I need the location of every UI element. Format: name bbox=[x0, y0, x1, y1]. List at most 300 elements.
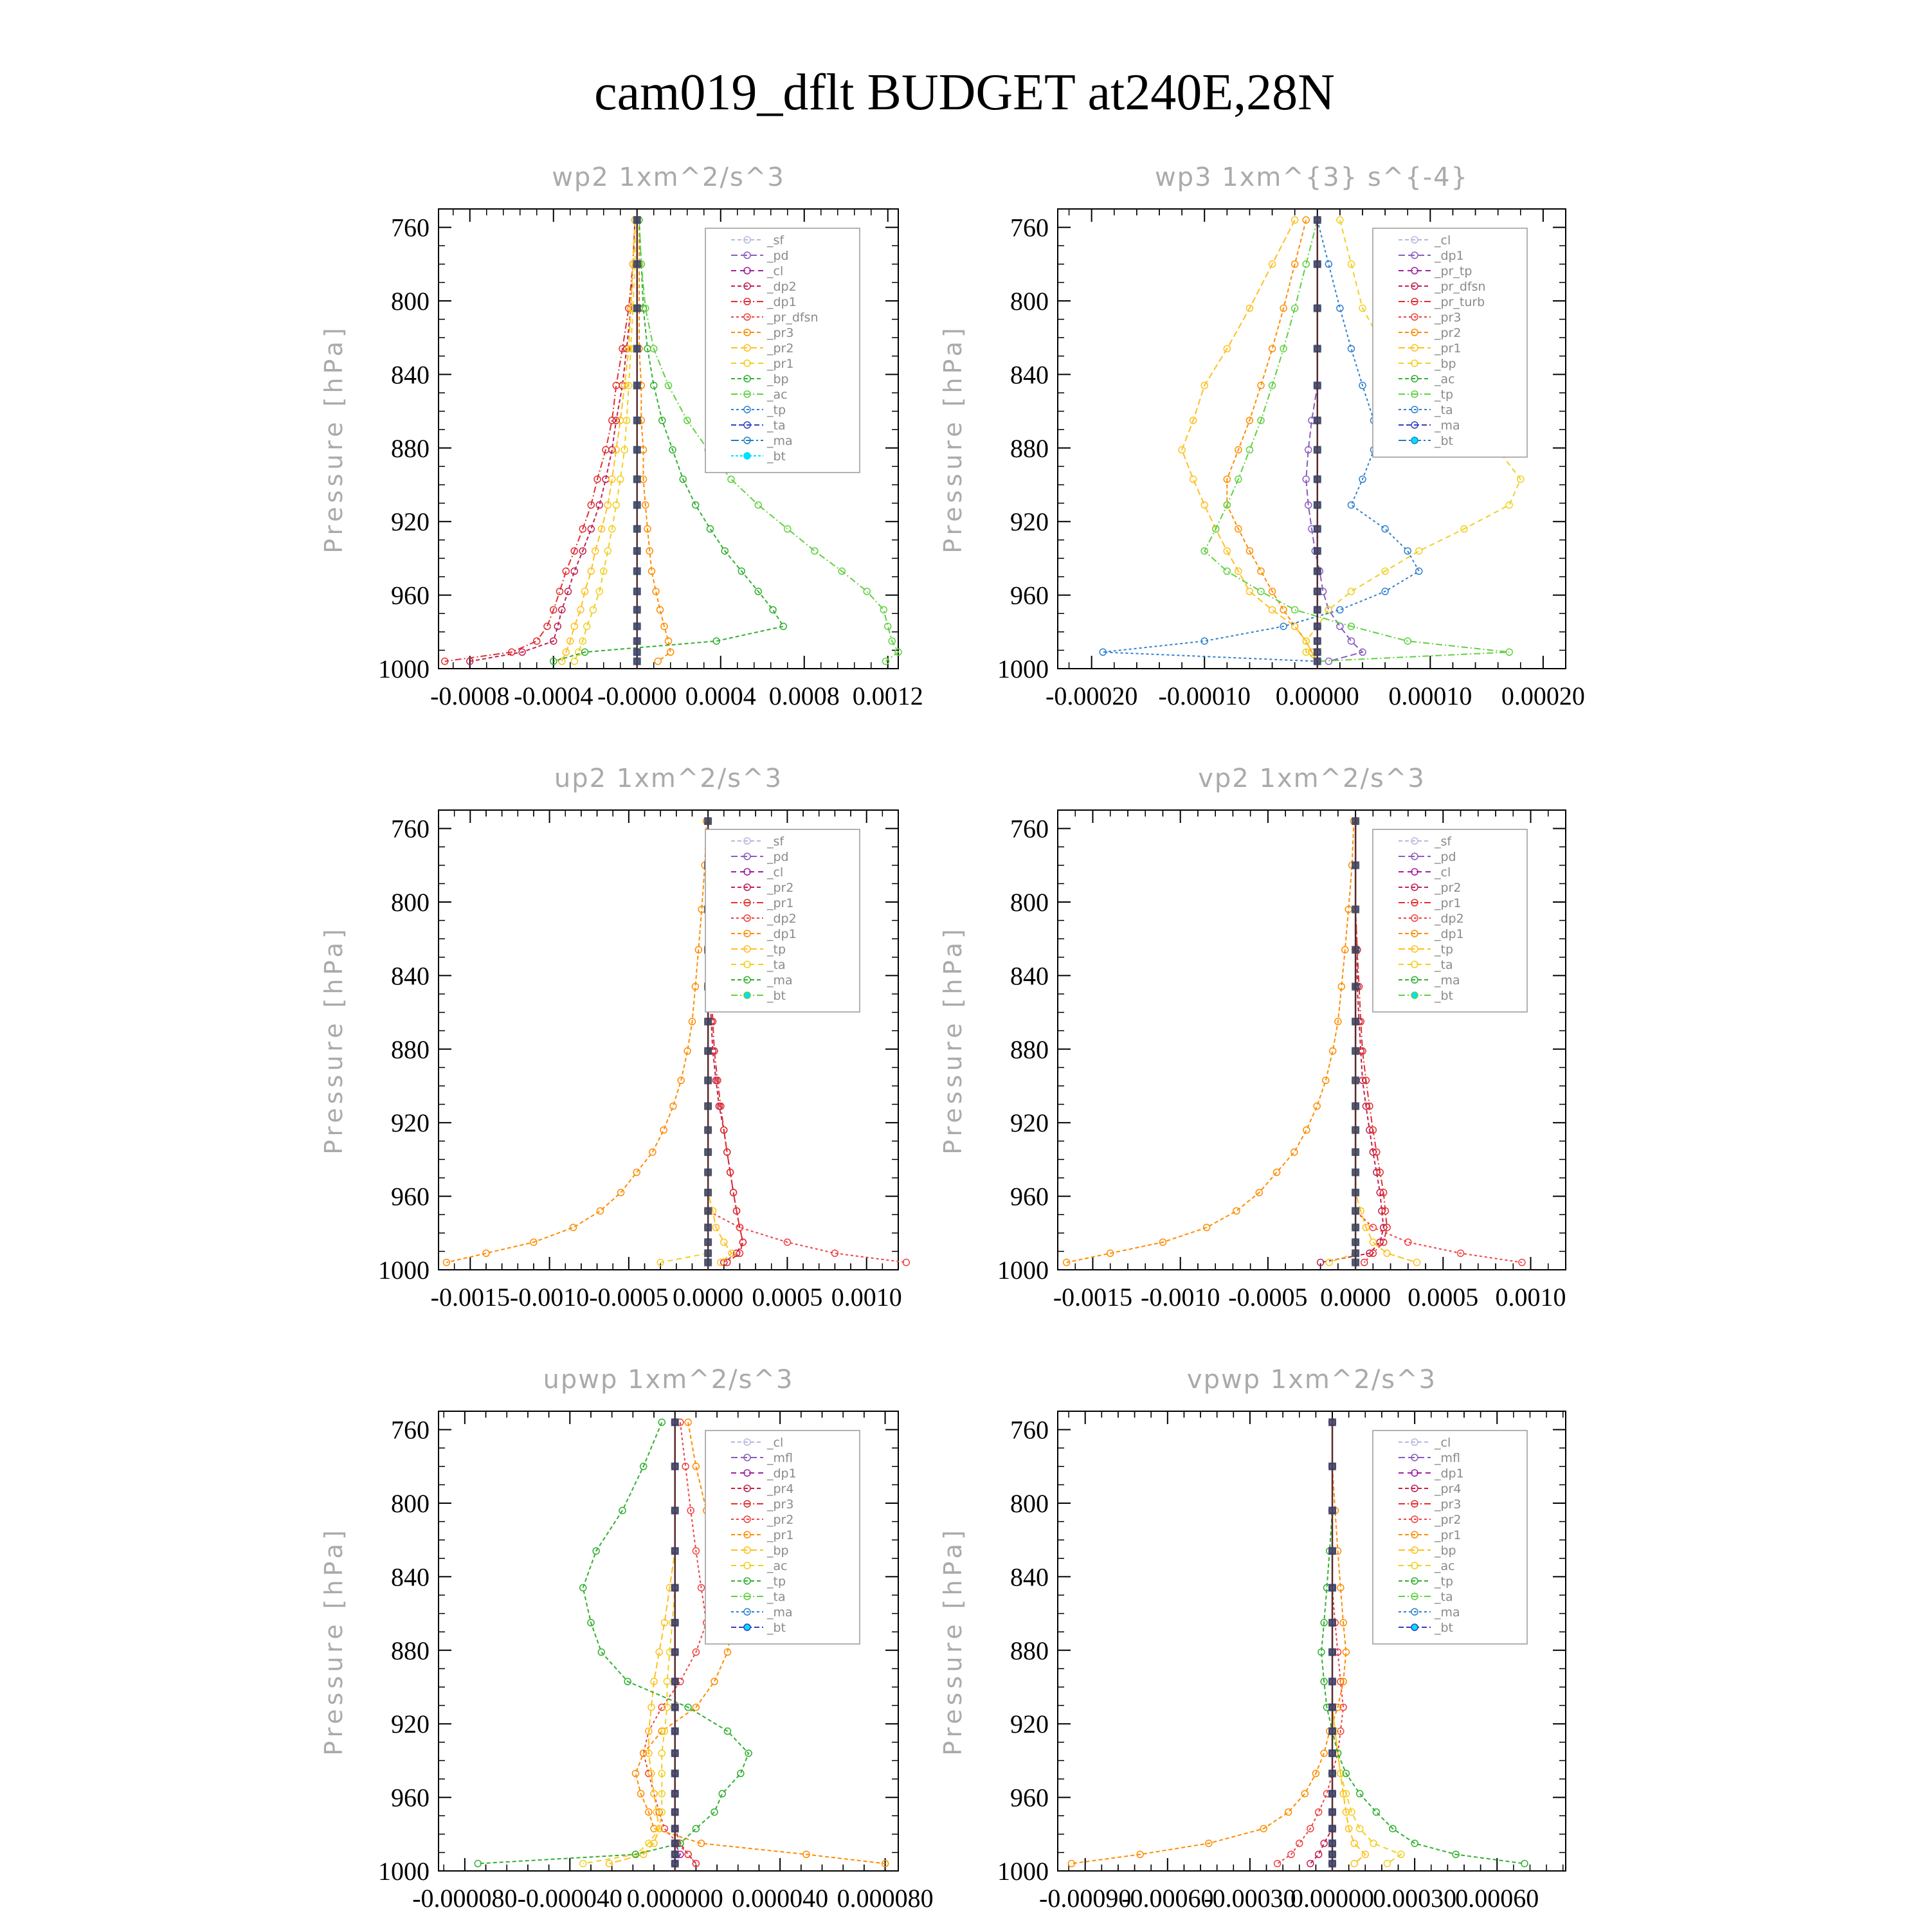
data-point bbox=[658, 1419, 665, 1425]
x-tick-label: 0.000040 bbox=[732, 1884, 829, 1913]
legend-label: _cl bbox=[1435, 1436, 1451, 1450]
zero-marker bbox=[1314, 648, 1321, 656]
zero-marker bbox=[1314, 417, 1321, 424]
zero-marker bbox=[633, 606, 641, 613]
legend-label: _ma bbox=[1435, 1605, 1460, 1620]
x-tick-label: 0.0005 bbox=[1408, 1283, 1479, 1312]
legend-label: _pr_tp bbox=[1435, 264, 1472, 278]
legend-label: _bt bbox=[1435, 1621, 1454, 1635]
x-tick-label: 0.00010 bbox=[1388, 682, 1472, 710]
legend-label: _bt bbox=[1435, 434, 1454, 448]
series-line bbox=[1103, 220, 1419, 661]
zero-marker bbox=[633, 417, 641, 424]
legend-label: _ac bbox=[1435, 372, 1455, 386]
legend-label: _pd bbox=[1435, 850, 1456, 864]
data-point bbox=[1280, 606, 1287, 613]
series-line bbox=[1227, 220, 1318, 661]
x-tick-label: 0.00000 bbox=[1275, 682, 1359, 710]
zero-marker bbox=[1352, 1207, 1359, 1214]
series-line bbox=[1182, 220, 1318, 661]
y-tick-label: 760 bbox=[391, 1415, 430, 1445]
x-tick-label: -0.0010 bbox=[509, 1283, 590, 1312]
zero-marker bbox=[704, 817, 712, 825]
zero-marker bbox=[1328, 1839, 1336, 1847]
zero-marker bbox=[1352, 1018, 1359, 1025]
data-point bbox=[784, 526, 791, 532]
y-tick-label: 880 bbox=[391, 1034, 430, 1064]
data-point bbox=[557, 588, 563, 595]
y-tick-label: 920 bbox=[1010, 1710, 1049, 1739]
y-tick-label: 840 bbox=[391, 360, 430, 390]
data-point bbox=[590, 606, 597, 613]
data-point bbox=[1384, 1250, 1390, 1256]
legend-label: _dp2 bbox=[767, 912, 797, 926]
zero-marker bbox=[633, 588, 641, 595]
y-axis-label: Pressure [hPa] bbox=[939, 324, 967, 554]
zero-marker bbox=[1328, 1749, 1336, 1757]
zero-marker bbox=[1314, 658, 1321, 665]
y-axis-label: Pressure [hPa] bbox=[320, 925, 348, 1155]
data-point bbox=[738, 1770, 744, 1776]
y-tick-label: 880 bbox=[1010, 1636, 1049, 1665]
x-tick-label: -0.0015 bbox=[1053, 1283, 1133, 1312]
data-point bbox=[1382, 526, 1388, 532]
data-point bbox=[1357, 1791, 1363, 1797]
zero-marker bbox=[1328, 1860, 1336, 1868]
y-tick-label: 760 bbox=[391, 814, 430, 844]
data-point bbox=[597, 1207, 603, 1214]
legend-label: _pr2 bbox=[767, 1513, 794, 1527]
zero-marker bbox=[633, 658, 641, 665]
series-line bbox=[562, 220, 635, 661]
legend-label: _tp bbox=[1435, 388, 1454, 402]
zero-marker bbox=[671, 1850, 679, 1858]
panel-title: upwp 1xm^2/s^3 bbox=[543, 1365, 794, 1395]
zero-marker bbox=[1352, 946, 1359, 953]
zero-marker bbox=[1328, 1648, 1336, 1656]
series-line bbox=[1067, 821, 1354, 1262]
zero-marker bbox=[704, 1189, 712, 1196]
legend-label: _pr1 bbox=[767, 357, 794, 371]
zero-marker bbox=[1328, 1506, 1336, 1514]
zero-marker bbox=[704, 1238, 712, 1246]
y-tick-label: 1000 bbox=[997, 1857, 1049, 1886]
zero-marker bbox=[704, 1148, 712, 1156]
legend-label: _pr4 bbox=[767, 1482, 794, 1496]
zero-marker bbox=[704, 1168, 712, 1176]
x-tick-label: 0.000000 bbox=[626, 1884, 723, 1913]
data-point bbox=[1246, 447, 1253, 453]
zero-marker bbox=[671, 1648, 679, 1656]
zero-marker bbox=[1352, 1238, 1359, 1246]
x-tick-label: 0.00020 bbox=[1501, 682, 1585, 710]
legend-label: _ma bbox=[1435, 419, 1460, 433]
zero-marker bbox=[1314, 622, 1321, 630]
zero-marker bbox=[633, 446, 641, 454]
zero-marker bbox=[1314, 475, 1321, 483]
legend-label: _pd bbox=[767, 249, 789, 263]
data-point bbox=[1314, 1103, 1320, 1109]
x-tick-label: 0.0008 bbox=[768, 682, 840, 710]
legend-label: _ac bbox=[767, 1559, 788, 1573]
zero-marker bbox=[1328, 1619, 1336, 1627]
zero-marker bbox=[1352, 817, 1359, 825]
data-point bbox=[1321, 1840, 1327, 1846]
zero-marker bbox=[633, 547, 641, 555]
data-point bbox=[698, 1840, 705, 1846]
data-point bbox=[1303, 1127, 1310, 1133]
series-line bbox=[1329, 821, 1355, 1262]
zero-marker bbox=[1314, 606, 1321, 613]
data-point bbox=[1292, 217, 1298, 223]
legend-label: _pr3 bbox=[1435, 1497, 1462, 1512]
legend-label: _bp bbox=[767, 372, 789, 386]
x-tick-label: -0.000040 bbox=[517, 1884, 622, 1913]
legend-marker bbox=[744, 453, 750, 459]
legend-marker bbox=[744, 992, 750, 998]
zero-marker bbox=[633, 475, 641, 483]
legend-label: _pd bbox=[767, 850, 789, 864]
panel-6 bbox=[939, 1365, 1566, 1913]
zero-marker bbox=[1352, 905, 1359, 913]
legend-label: _pr1 bbox=[767, 896, 794, 910]
legend-marker bbox=[1411, 992, 1418, 998]
data-point bbox=[649, 1149, 656, 1155]
zero-marker bbox=[1328, 1728, 1336, 1735]
zero-marker bbox=[633, 501, 641, 509]
zero-marker bbox=[671, 1619, 679, 1627]
legend-label: _tp bbox=[767, 403, 786, 417]
legend-label: _cl bbox=[767, 264, 784, 278]
y-tick-label: 1000 bbox=[997, 655, 1049, 683]
legend-marker bbox=[744, 1624, 750, 1630]
data-point bbox=[571, 658, 577, 665]
legend-label: _cl bbox=[767, 1436, 784, 1450]
y-tick-label: 840 bbox=[1010, 1562, 1049, 1592]
zero-marker bbox=[633, 345, 641, 352]
legend-label: _ma bbox=[1435, 973, 1460, 988]
zero-marker bbox=[1352, 1223, 1359, 1231]
data-point bbox=[1348, 638, 1354, 644]
zero-marker bbox=[1314, 588, 1321, 595]
x-tick-label: 0.00000 bbox=[1291, 1884, 1375, 1913]
x-tick-label: 0.0012 bbox=[852, 682, 923, 710]
zero-marker bbox=[1314, 547, 1321, 555]
zero-marker bbox=[1352, 1076, 1359, 1084]
data-point bbox=[1321, 1750, 1327, 1756]
zero-marker bbox=[633, 567, 641, 575]
data-point bbox=[1258, 383, 1264, 389]
x-tick-label: -0.00030 bbox=[1204, 1884, 1296, 1913]
zero-marker bbox=[1328, 1808, 1336, 1816]
legend-label: _cl bbox=[767, 865, 784, 880]
legend-label: _pr2 bbox=[1435, 1513, 1462, 1527]
panel-title: vp2 1xm^2/s^3 bbox=[1198, 764, 1426, 793]
zero-marker bbox=[1352, 1047, 1359, 1055]
zero-marker bbox=[671, 1749, 679, 1757]
zero-marker bbox=[671, 1506, 679, 1514]
x-tick-label: -0.00010 bbox=[1158, 682, 1251, 710]
zero-marker bbox=[1314, 304, 1321, 312]
data-point bbox=[1258, 568, 1264, 574]
zero-marker bbox=[1328, 1825, 1336, 1832]
zero-marker bbox=[671, 1860, 679, 1868]
data-point bbox=[580, 1585, 586, 1591]
data-point bbox=[584, 623, 590, 629]
data-point bbox=[670, 1103, 676, 1109]
x-tick-label: -0.00090 bbox=[1039, 1884, 1132, 1913]
zero-marker bbox=[671, 1418, 679, 1426]
y-tick-label: 880 bbox=[1010, 433, 1049, 463]
x-tick-label: 0.0010 bbox=[831, 1283, 902, 1312]
data-point bbox=[1301, 1791, 1308, 1797]
x-tick-label: 0.0005 bbox=[752, 1283, 823, 1312]
y-tick-label: 880 bbox=[1010, 1034, 1049, 1064]
legend-label: _pr3 bbox=[1435, 311, 1462, 325]
data-point bbox=[534, 638, 540, 644]
zero-marker bbox=[671, 1728, 679, 1735]
series-line bbox=[1332, 1422, 1365, 1863]
zero-marker bbox=[1314, 446, 1321, 454]
x-tick-label: -0.0000 bbox=[597, 682, 677, 710]
legend-label: _dp1 bbox=[767, 295, 797, 309]
legend-label: _sf bbox=[767, 233, 784, 248]
y-tick-label: 800 bbox=[1010, 287, 1049, 316]
legend-label: _sf bbox=[767, 835, 784, 849]
legend-label: _pr2 bbox=[1435, 881, 1462, 895]
legend-label: _ac bbox=[767, 388, 788, 402]
x-tick-label: -0.000080 bbox=[412, 1884, 518, 1913]
series-line bbox=[470, 220, 635, 661]
legend-label: _mfl bbox=[1435, 1451, 1460, 1465]
data-point bbox=[1348, 501, 1354, 508]
zero-marker bbox=[1328, 1584, 1336, 1592]
zero-marker bbox=[1352, 1148, 1359, 1156]
data-point bbox=[577, 606, 584, 613]
y-tick-label: 800 bbox=[391, 287, 430, 316]
data-point bbox=[1201, 501, 1208, 508]
panel-title: wp2 1xm^2/s^3 bbox=[552, 163, 785, 192]
data-point bbox=[1246, 588, 1253, 595]
legend-label: _ac bbox=[1435, 1559, 1455, 1573]
zero-marker bbox=[1314, 260, 1321, 268]
y-tick-label: 1000 bbox=[378, 655, 430, 683]
legend-label: _bt bbox=[767, 989, 786, 1003]
data-point bbox=[1506, 501, 1512, 508]
legend-label: _pr1 bbox=[1435, 896, 1462, 910]
zero-marker bbox=[1328, 1547, 1336, 1555]
y-tick-label: 920 bbox=[1010, 1108, 1049, 1138]
legend-label: _tp bbox=[1435, 1575, 1454, 1589]
zero-marker bbox=[633, 637, 641, 645]
data-point bbox=[1337, 623, 1343, 629]
zero-marker bbox=[671, 1839, 679, 1847]
zero-marker bbox=[704, 1126, 712, 1134]
y-axis-label: Pressure [hPa] bbox=[320, 1526, 348, 1756]
x-tick-label: -0.0008 bbox=[430, 682, 510, 710]
panel-title: up2 1xm^2/s^3 bbox=[554, 764, 783, 793]
y-tick-label: 800 bbox=[391, 888, 430, 917]
legend-label: _dp1 bbox=[1435, 927, 1464, 941]
y-tick-label: 840 bbox=[1010, 360, 1049, 390]
data-point bbox=[633, 1169, 640, 1175]
legend-label: _bp bbox=[767, 1544, 789, 1558]
x-tick-label: 0.0010 bbox=[1495, 1283, 1566, 1312]
legend-label: _pr3 bbox=[767, 326, 794, 340]
zero-marker bbox=[633, 260, 641, 268]
data-point bbox=[1316, 1851, 1322, 1857]
y-tick-label: 1000 bbox=[997, 1256, 1049, 1285]
x-tick-label: -0.00020 bbox=[1046, 682, 1138, 710]
data-point bbox=[1370, 1239, 1376, 1245]
zero-marker bbox=[633, 216, 641, 224]
panel-1 bbox=[320, 163, 923, 710]
y-tick-label: 760 bbox=[1010, 814, 1049, 844]
y-tick-label: 960 bbox=[391, 1182, 430, 1211]
zero-marker bbox=[671, 1677, 679, 1685]
data-point bbox=[1285, 1809, 1292, 1815]
data-point bbox=[1258, 588, 1264, 595]
y-tick-label: 760 bbox=[391, 213, 430, 242]
legend-label: _ta bbox=[767, 1590, 786, 1604]
data-point bbox=[1337, 606, 1343, 613]
series-line bbox=[1071, 1422, 1346, 1863]
y-tick-label: 760 bbox=[1010, 213, 1049, 242]
y-tick-label: 1000 bbox=[378, 1857, 430, 1886]
y-tick-label: 880 bbox=[391, 433, 430, 463]
y-tick-label: 920 bbox=[391, 1108, 430, 1138]
zero-marker bbox=[704, 1102, 712, 1110]
legend-label: _dp1 bbox=[767, 927, 797, 941]
legend-label: _pr4 bbox=[1435, 1482, 1462, 1496]
y-tick-label: 840 bbox=[391, 1562, 430, 1592]
data-point bbox=[728, 476, 734, 482]
legend-label: _pr_turb bbox=[1435, 295, 1485, 309]
legend-marker bbox=[1411, 1624, 1418, 1630]
legend-label: _ta bbox=[767, 419, 786, 433]
legend-label: _cl bbox=[1435, 233, 1451, 248]
zero-marker bbox=[633, 622, 641, 630]
zero-marker bbox=[1328, 1463, 1336, 1470]
zero-marker bbox=[1352, 983, 1359, 991]
x-tick-label: 0.00060 bbox=[1455, 1884, 1539, 1913]
data-point bbox=[1373, 1809, 1379, 1815]
data-point bbox=[1296, 1840, 1303, 1846]
data-point bbox=[1348, 588, 1354, 595]
legend-label: _ma bbox=[767, 434, 793, 448]
data-point bbox=[685, 1851, 691, 1857]
legend-label: _cl bbox=[1435, 865, 1451, 880]
panel-4 bbox=[939, 764, 1566, 1312]
zero-marker bbox=[704, 1259, 712, 1267]
legend-label: _dp1 bbox=[767, 1467, 797, 1481]
legend-label: _dp1 bbox=[1435, 249, 1464, 263]
zero-marker bbox=[1352, 1259, 1359, 1267]
legend-label: _pr2 bbox=[1435, 326, 1462, 340]
y-tick-label: 920 bbox=[391, 507, 430, 537]
zero-marker bbox=[704, 1249, 712, 1257]
legend-label: _tp bbox=[767, 943, 786, 957]
y-tick-label: 920 bbox=[391, 1710, 430, 1739]
zero-marker bbox=[1314, 216, 1321, 224]
y-tick-label: 840 bbox=[391, 961, 430, 991]
panel-3 bbox=[320, 764, 909, 1312]
zero-marker bbox=[671, 1825, 679, 1832]
data-point bbox=[1357, 1825, 1363, 1832]
data-point bbox=[755, 501, 761, 508]
panel-2 bbox=[939, 163, 1585, 710]
zero-marker bbox=[1328, 1769, 1336, 1777]
zero-marker bbox=[671, 1808, 679, 1816]
zero-marker bbox=[1314, 567, 1321, 575]
y-tick-label: 920 bbox=[1010, 507, 1049, 537]
legend-label: _ta bbox=[767, 958, 786, 972]
legend-label: _pr3 bbox=[767, 1497, 794, 1512]
zero-marker bbox=[1314, 382, 1321, 390]
legend-label: _mfl bbox=[767, 1451, 793, 1465]
zero-marker bbox=[704, 1018, 712, 1025]
legend-label: _bt bbox=[767, 1621, 786, 1635]
zero-marker bbox=[671, 1703, 679, 1711]
data-point bbox=[1224, 568, 1230, 574]
y-tick-label: 840 bbox=[1010, 961, 1049, 991]
y-tick-label: 800 bbox=[1010, 888, 1049, 917]
y-axis-label: Pressure [hPa] bbox=[320, 324, 348, 554]
x-tick-label: 0.00030 bbox=[1373, 1884, 1457, 1913]
legend-label: _pr1 bbox=[1435, 1528, 1462, 1542]
panel-title: vpwp 1xm^2/s^3 bbox=[1186, 1365, 1437, 1395]
legend-label: _ta bbox=[1435, 1590, 1453, 1604]
data-point bbox=[1416, 548, 1422, 554]
legend-label: _pr2 bbox=[767, 341, 794, 356]
y-tick-label: 960 bbox=[1010, 1783, 1049, 1812]
zero-marker bbox=[704, 1047, 712, 1055]
zero-marker bbox=[704, 1076, 712, 1084]
data-point bbox=[1190, 476, 1197, 482]
x-tick-label: -0.00060 bbox=[1121, 1884, 1214, 1913]
y-tick-label: 880 bbox=[391, 1636, 430, 1665]
data-point bbox=[811, 548, 818, 554]
legend-label: _dp1 bbox=[1435, 1467, 1464, 1481]
data-point bbox=[655, 658, 661, 665]
data-point bbox=[1413, 1259, 1420, 1266]
panel-5 bbox=[320, 1365, 934, 1913]
legend-label: _bp bbox=[1435, 357, 1456, 371]
data-point bbox=[588, 526, 594, 532]
data-point bbox=[693, 501, 699, 508]
zero-marker bbox=[671, 1790, 679, 1798]
x-tick-label: 0.0000 bbox=[1320, 1283, 1391, 1312]
legend-label: _pr_dfsn bbox=[767, 311, 819, 325]
data-point bbox=[544, 623, 550, 629]
legend-label: _ta bbox=[1435, 958, 1453, 972]
data-point bbox=[1269, 606, 1276, 613]
zero-marker bbox=[1328, 1677, 1336, 1685]
data-point bbox=[1274, 1861, 1281, 1867]
zero-marker bbox=[671, 1463, 679, 1470]
x-tick-label: -0.0004 bbox=[514, 682, 593, 710]
zero-marker bbox=[1352, 862, 1359, 869]
y-tick-label: 960 bbox=[1010, 581, 1049, 610]
legend-label: _bp bbox=[1435, 1544, 1456, 1558]
legend-label: _sf bbox=[1435, 835, 1452, 849]
zero-marker bbox=[1314, 525, 1321, 533]
zero-marker bbox=[1328, 1850, 1336, 1858]
y-axis-label: Pressure [hPa] bbox=[939, 1526, 967, 1756]
zero-marker bbox=[1314, 637, 1321, 645]
legend-label: _bt bbox=[767, 449, 786, 464]
zero-marker bbox=[633, 648, 641, 656]
